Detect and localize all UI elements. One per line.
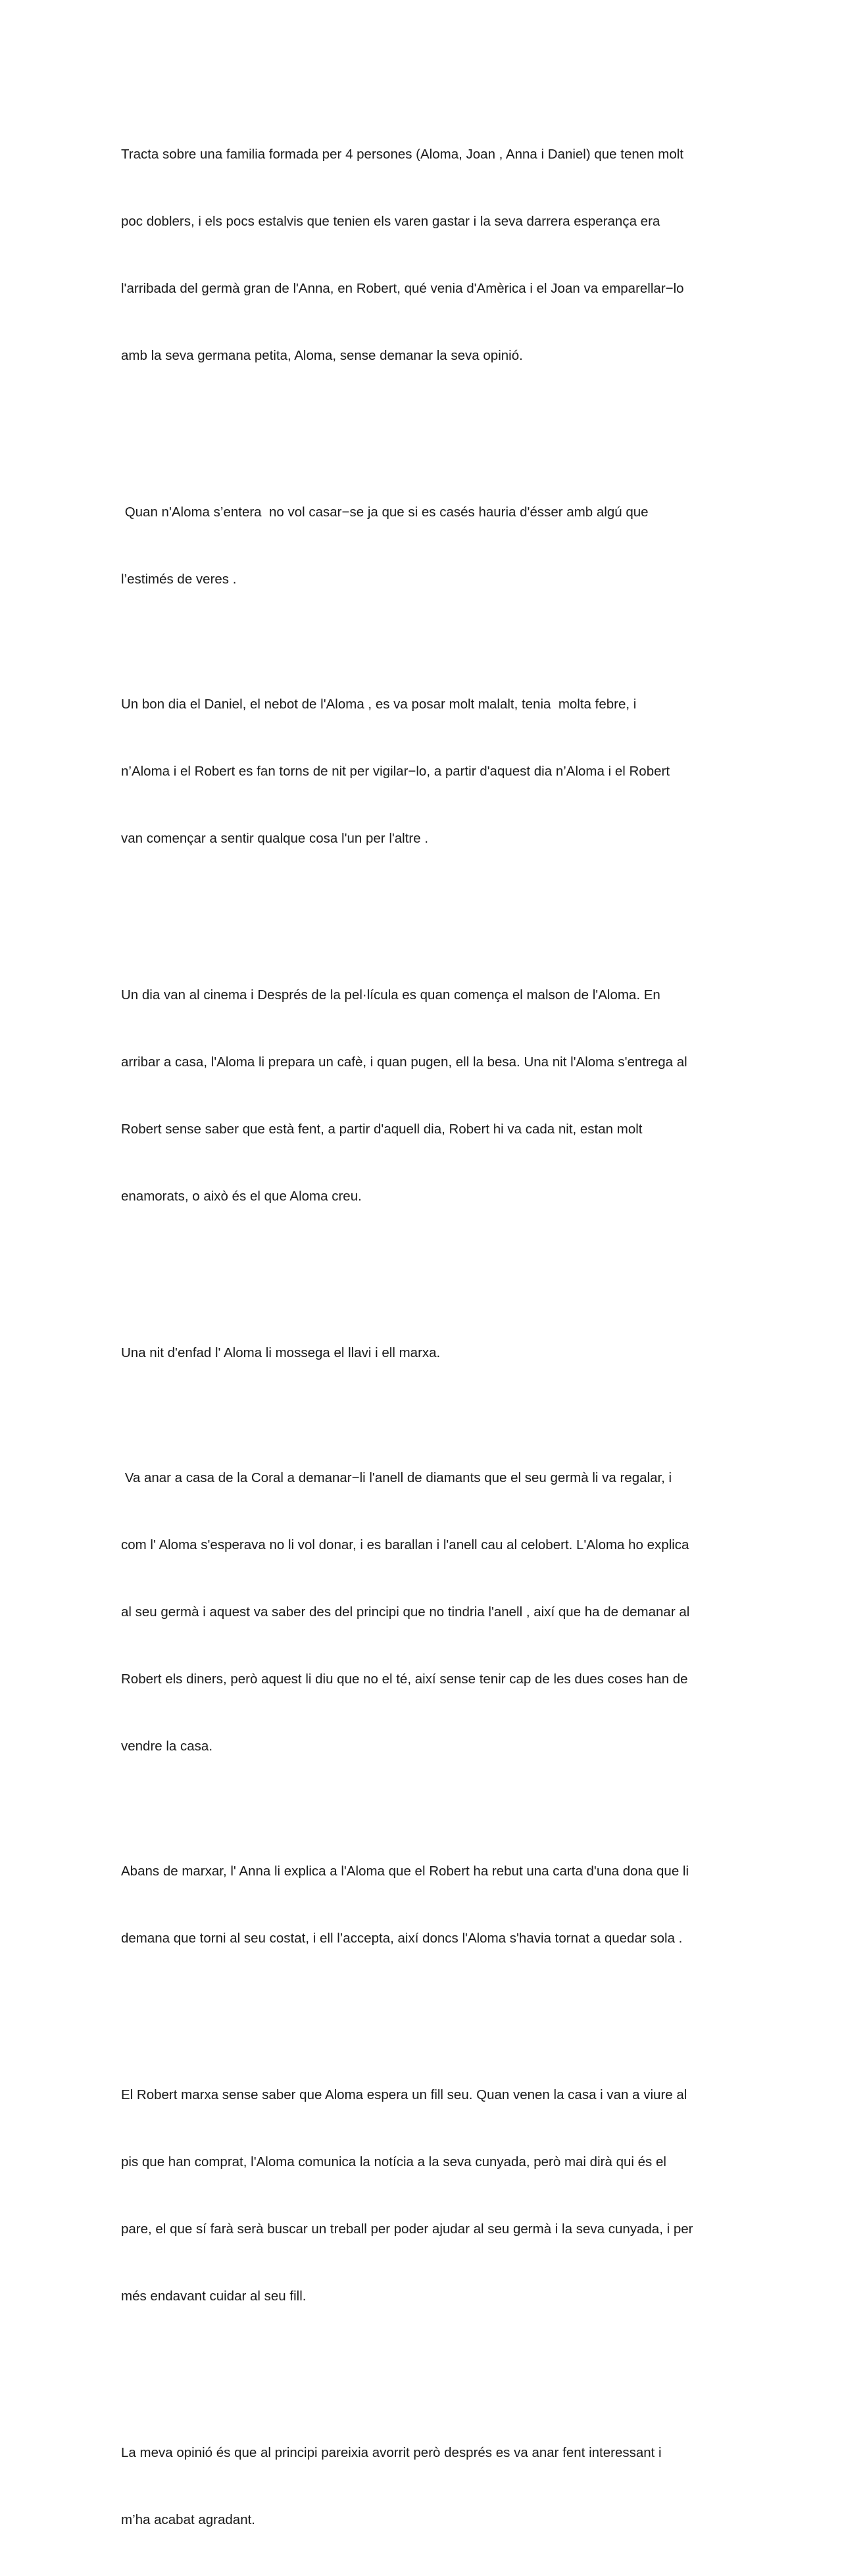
text-line: més endavant cuidar al seu fill. bbox=[121, 2289, 307, 2304]
text-line: Un bon dia el Daniel, el nebot de l'Aloma , es va posar molt malalt, tenia molta febre, i bbox=[121, 697, 637, 712]
text-line: arribar a casa, l'Aloma li prepara un cafè, i quan pugen, ell la besa. Una nit l'Aloma s'entrega al bbox=[121, 1054, 687, 1070]
text-line: vendre la casa. bbox=[121, 1739, 213, 1754]
text-line: l’estimés de veres . bbox=[121, 572, 237, 587]
paragraph-letter bbox=[121, 1816, 726, 1994]
text-line: El Robert marxa sense saber que Aloma espera un fill seu. Quan venen la casa i van a viure al bbox=[121, 2087, 687, 2102]
paragraph-ring bbox=[121, 1422, 726, 1802]
paragraph-gap bbox=[121, 635, 726, 649]
paragraph-gap bbox=[121, 895, 726, 939]
text-line: La meva opinió és que al principi pareixia avorrit però després es va anar fent interessant i bbox=[121, 2445, 662, 2460]
text-line: demana que torni al seu costat, i ell l’accepta, així doncs l'Aloma s'havia tornat a quedar sola . bbox=[121, 1931, 683, 1946]
text-line: com l' Aloma s'esperava no li vol donar, i es barallan i l'anell cau al celobert. L'Aloma ho explica bbox=[121, 1537, 689, 1552]
paragraph-opinion bbox=[121, 2397, 726, 2576]
text-line: pis que han comprat, l'Aloma comunica la notícia a la seva cunyada, però mai dirà qui és el bbox=[121, 2154, 666, 2169]
text-line: l'arribada del germà gran de l'Anna, en Robert, qué venia d'Amèrica i el Joan va emparellar−lo bbox=[121, 281, 684, 296]
text-line: Tracta sobre una familia formada per 4 persones (Aloma, Joan , Anna i Daniel) que tenen molt bbox=[121, 147, 684, 162]
paragraph-argument bbox=[121, 1297, 726, 1409]
text-line: van començar a sentir qualque cosa l'un per l'altre . bbox=[121, 831, 429, 846]
paragraph-daniel-ill bbox=[121, 649, 726, 895]
paragraph-gap bbox=[121, 1994, 726, 2039]
text-line: enamorats, o això és el que Aloma creu. bbox=[121, 1189, 362, 1204]
paragraph-cinema bbox=[121, 939, 726, 1252]
text-line: m’ha acabat agradant. bbox=[121, 2512, 255, 2527]
text-line: poc doblers, i els pocs estalvis que tenien els varen gastar i la seva darrera esperança era bbox=[121, 214, 660, 229]
paragraph-refusal bbox=[121, 457, 726, 635]
text-line: Va anar a casa de la Coral a demanar−li l'anell de diamants que el seu germà li va regalar, i bbox=[121, 1470, 672, 1485]
text-line: Robert els diners, però aquest li diu que no el té, així sense tenir cap de les dues coses han de bbox=[121, 1672, 688, 1687]
text-line: amb la seva germana petita, Aloma, sense demanar la seva opinió. bbox=[121, 348, 523, 363]
text-line: Quan n'Aloma s’entera no vol casar−se ja que si es casés hauria d'ésser amb algú que bbox=[121, 505, 649, 520]
text-line: Robert sense saber que està fent, a partir d'aquell dia, Robert hi va cada nit, estan molt bbox=[121, 1122, 643, 1137]
text-line: Una nit d'enfad l' Aloma li mossega el llavi i ell marxa. bbox=[121, 1345, 441, 1360]
paragraph-child bbox=[121, 2039, 726, 2352]
text-line: n’Aloma i el Robert es fan torns de nit per vigilar−lo, a partir d'aquest dia n’Aloma i el Robert bbox=[121, 764, 670, 779]
document-body bbox=[121, 99, 726, 2576]
text-line: al seu germà i aquest va saber des del principi que no tindria l'anell , així que ha de demanar al bbox=[121, 1604, 690, 1620]
paragraph-gap bbox=[121, 412, 726, 457]
text-line: Abans de marxar, l' Anna li explica a l'Aloma que el Robert ha rebut una carta d'una dona que li bbox=[121, 1864, 689, 1879]
text-line: Un dia van al cinema i Després de la pel·lícula es quan comença el malson de l'Aloma. En bbox=[121, 987, 660, 1003]
text-line: pare, el que sí farà serà buscar un treball per poder ajudar al seu germà i la seva cunyada, i per bbox=[121, 2221, 693, 2237]
paragraph-gap bbox=[121, 2352, 726, 2397]
paragraph-gap bbox=[121, 1802, 726, 1816]
paragraph-gap bbox=[121, 1252, 726, 1297]
paragraph-gap bbox=[121, 1409, 726, 1422]
paragraph-summary bbox=[121, 99, 726, 412]
